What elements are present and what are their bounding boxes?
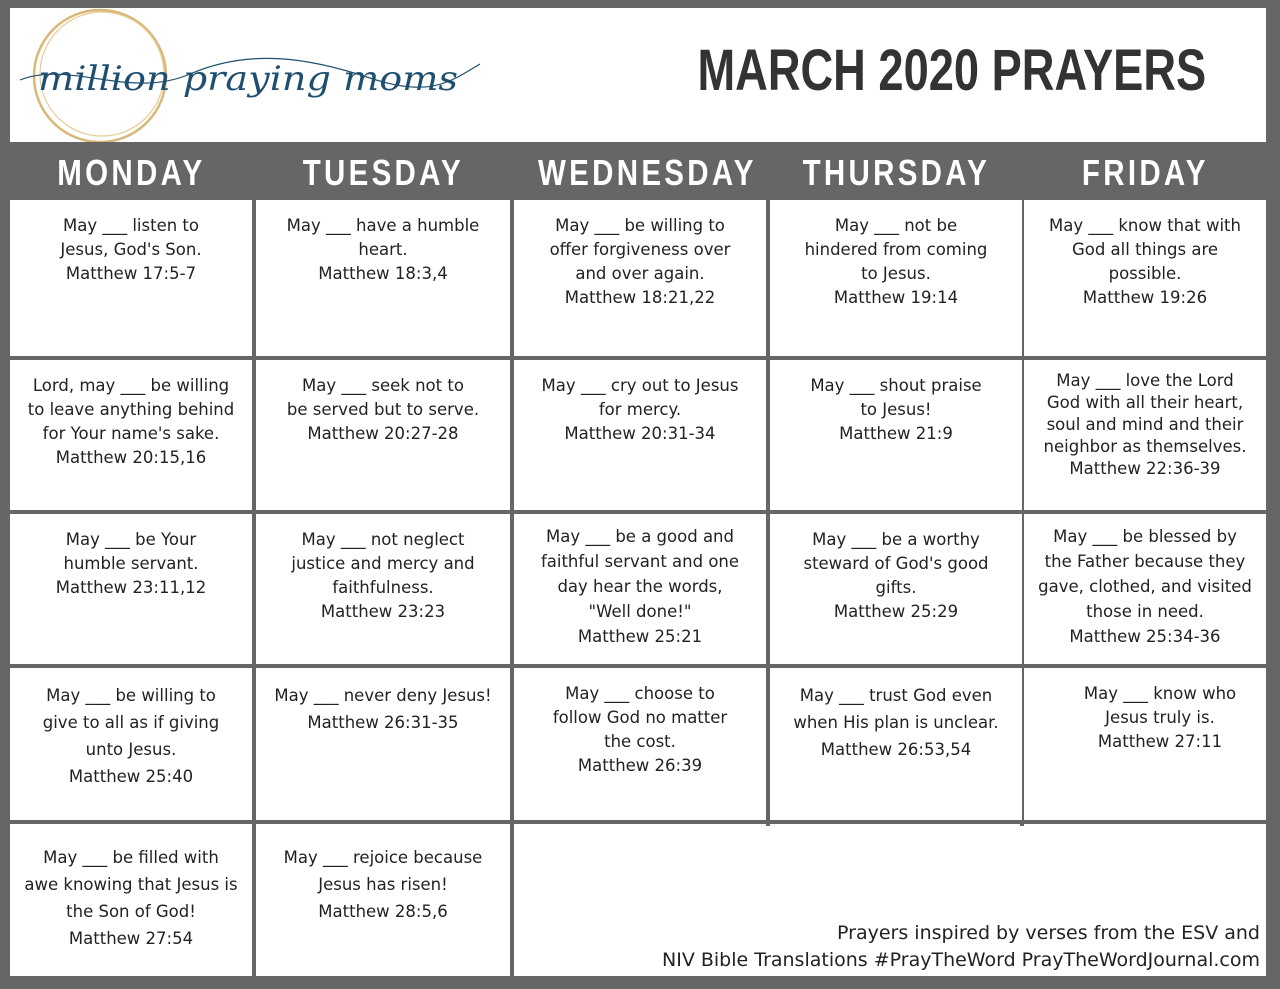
prayer-text: May ___ be a good and faithful servant and one day hear the words, "Well done!" <box>540 527 740 621</box>
calendar-cell <box>10 514 252 664</box>
header-banner <box>10 8 1266 142</box>
calendar-cell <box>1024 200 1266 356</box>
prayer-text: May ___ be Your humble servant. <box>63 530 199 573</box>
prayer-text: May ___ trust God even when His plan is unclear. <box>793 686 999 732</box>
prayer-text: May ___ be willing to offer forgiveness over and over again. <box>549 216 731 283</box>
calendar-cell <box>514 514 766 664</box>
calendar-cell <box>256 824 510 976</box>
day-label: THURSDAY <box>802 152 990 193</box>
footer-credits <box>662 920 1260 974</box>
scripture-reference: Matthew 20:31-34 <box>564 424 716 443</box>
calendar-cell <box>256 514 510 664</box>
grid-divider <box>1020 820 1024 826</box>
prayer-text: Lord, may ___ be willing to leave anything behind for Your name's sake. <box>27 376 235 443</box>
scripture-reference: Matthew 19:14 <box>833 288 959 307</box>
scripture-reference: Matthew 23:23 <box>320 602 446 621</box>
scripture-reference: Matthew 25:34-36 <box>1069 627 1221 646</box>
day-label: WEDNESDAY <box>538 152 757 193</box>
page-title: MARCH 2020 PRAYERS <box>697 38 1206 103</box>
calendar-cell <box>514 668 766 820</box>
scripture-reference: Matthew 27:11 <box>1097 732 1223 751</box>
scripture-reference: Matthew 25:21 <box>577 627 703 646</box>
calendar-cell <box>770 360 1022 510</box>
scripture-reference: Matthew 20:27-28 <box>307 424 459 443</box>
calendar-cell <box>770 514 1022 664</box>
calendar-cell <box>514 360 766 510</box>
day-label: MONDAY <box>56 152 206 193</box>
prayer-text: May ___ know who Jesus truly is. <box>1083 684 1237 727</box>
calendar-cell <box>1024 360 1266 510</box>
calendar-cell <box>256 668 510 820</box>
million-praying-moms-logo <box>10 8 530 142</box>
scripture-reference: Matthew 25:40 <box>68 767 194 786</box>
day-header-monday <box>10 148 252 198</box>
prayer-text: May ___ shout praise to Jesus! <box>810 376 982 419</box>
scripture-reference: Matthew 26:39 <box>577 756 703 775</box>
grid-divider <box>766 820 770 826</box>
scripture-reference: Matthew 27:54 <box>68 929 194 948</box>
scripture-reference: Matthew 17:5-7 <box>65 264 197 283</box>
scripture-reference: Matthew 20:15,16 <box>55 448 207 467</box>
scripture-reference: Matthew 26:31-35 <box>307 713 459 732</box>
scripture-reference: Matthew 25:29 <box>833 602 959 621</box>
prayer-text: May ___ be a worthy steward of God's good gifts. <box>803 530 989 597</box>
prayer-text: May ___ be blessed by the Father because they gave, clothed, and visited those in need. <box>1038 527 1252 621</box>
calendar-cell <box>10 668 252 820</box>
prayer-text: May ___ love the Lord God with all their heart, soul and mind and their neighbor as themselves. <box>1043 371 1247 456</box>
day-label: TUESDAY <box>302 152 464 193</box>
scripture-reference: Matthew 26:53,54 <box>820 740 972 759</box>
prayer-text: May ___ have a humble heart. <box>286 216 480 259</box>
prayer-text: May ___ choose to follow God no matter the cost. <box>552 684 728 751</box>
calendar-cell <box>256 200 510 356</box>
day-header-tuesday <box>256 148 510 198</box>
scripture-reference: Matthew 23:11,12 <box>55 578 207 597</box>
prayer-text: May ___ seek not to be served but to serve. <box>286 376 480 419</box>
calendar-cell <box>256 360 510 510</box>
prayer-text: May ___ rejoice because Jesus has risen! <box>283 848 483 894</box>
prayer-text: May ___ listen to Jesus, God's Son. <box>60 216 202 259</box>
prayer-text: May ___ never deny Jesus! <box>274 686 492 705</box>
prayer-text: May ___ not neglect justice and mercy and faithfulness. <box>291 530 475 597</box>
prayer-text: May ___ be filled with awe knowing that Jesus is the Son of God! <box>24 848 238 921</box>
calendar-cell <box>1024 668 1266 820</box>
prayer-text: May ___ know that with God all things are possible. <box>1049 216 1241 283</box>
day-label: FRIDAY <box>1081 152 1209 193</box>
prayer-text: May ___ not be hindered from coming to Jesus. <box>804 216 988 283</box>
scripture-reference: Matthew 22:36-39 <box>1069 459 1221 478</box>
calendar-cell <box>10 200 252 356</box>
prayer-text: May ___ cry out to Jesus for mercy. <box>541 376 739 419</box>
day-header-friday <box>1024 148 1266 198</box>
footer-line-2: NIV Bible Translations #PrayTheWord PrayTheWordJournal.com <box>662 949 1260 971</box>
scripture-reference: Matthew 28:5,6 <box>318 902 448 921</box>
calendar-cell <box>1024 514 1266 664</box>
scripture-reference: Matthew 18:21,22 <box>564 288 716 307</box>
day-header-thursday <box>770 148 1022 198</box>
logo-text: million praying moms <box>38 59 458 99</box>
scripture-reference: Matthew 19:26 <box>1082 288 1208 307</box>
scripture-reference: Matthew 21:9 <box>839 424 953 443</box>
day-header-wednesday <box>514 148 766 198</box>
calendar-cell <box>770 668 1022 820</box>
scripture-reference: Matthew 18:3,4 <box>318 264 448 283</box>
footer-line-1: Prayers inspired by verses from the ESV and <box>837 922 1260 944</box>
calendar-cell <box>514 200 766 356</box>
calendar-cell <box>770 200 1022 356</box>
calendar-cell <box>10 824 252 976</box>
prayer-text: May ___ be willing to give to all as if giving unto Jesus. <box>42 686 220 759</box>
calendar-cell <box>10 360 252 510</box>
